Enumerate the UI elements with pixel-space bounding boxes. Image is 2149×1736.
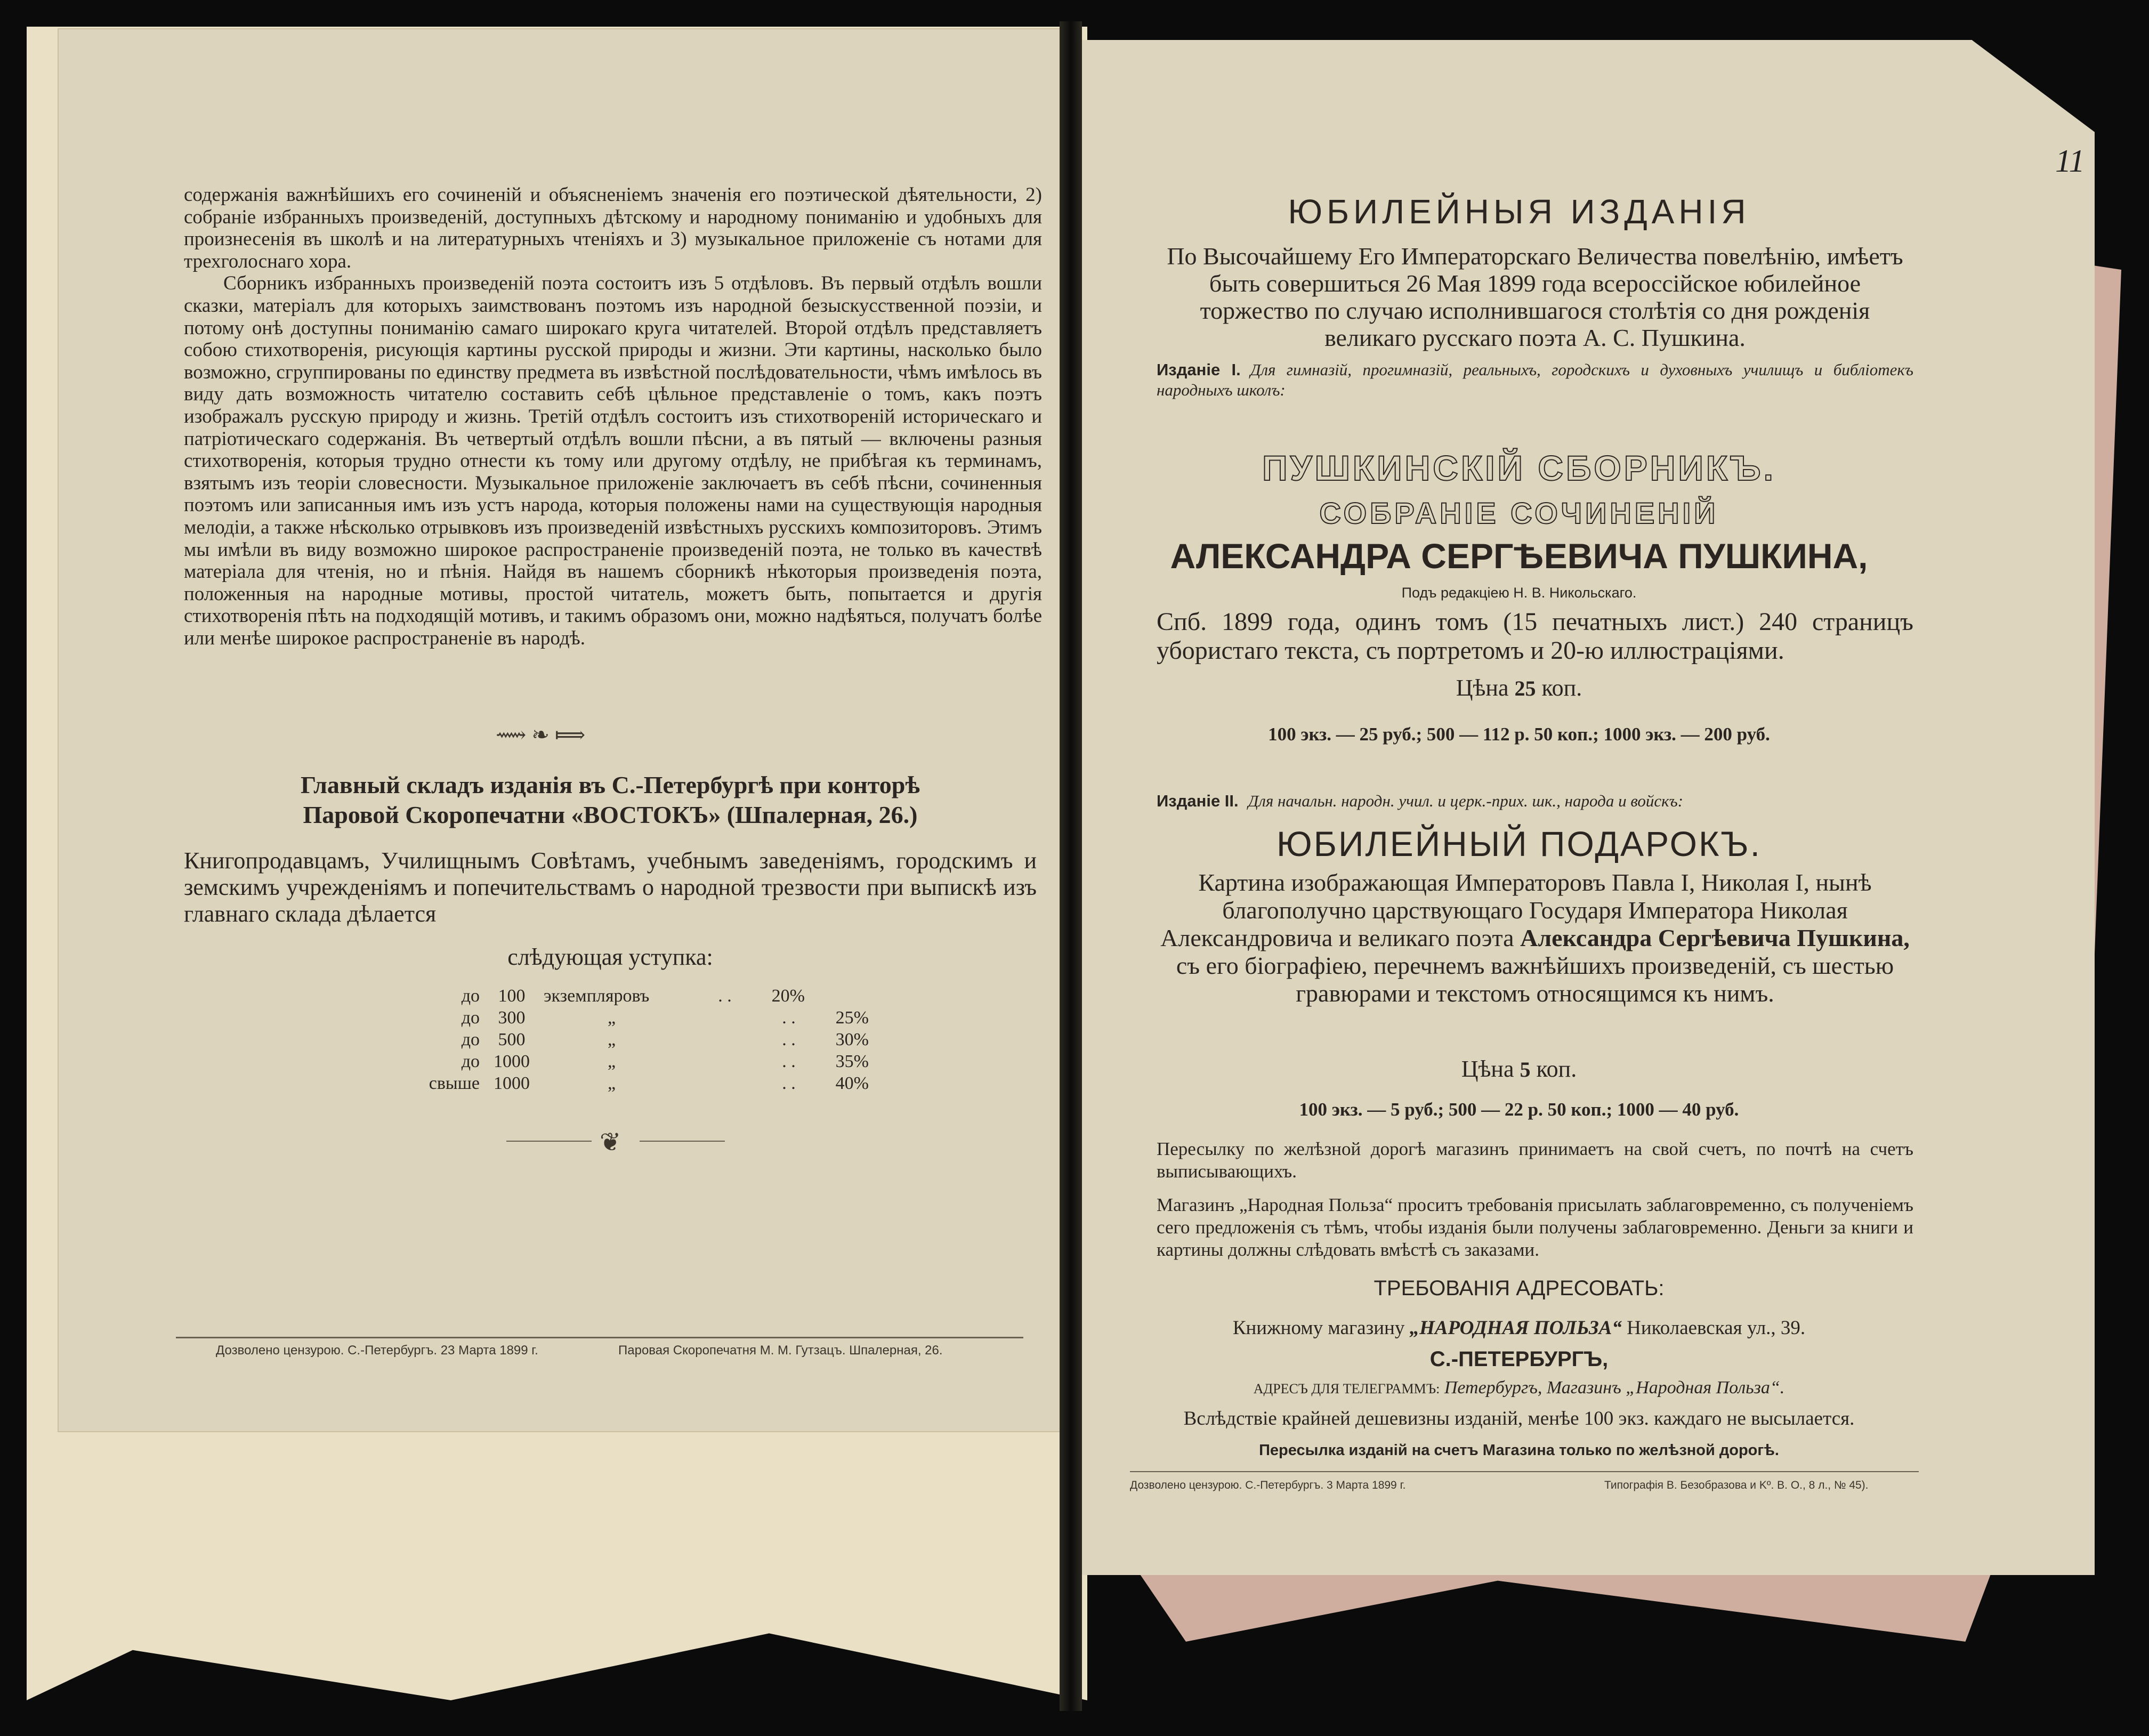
edition-1-subtitle: СОБРАНІЕ СОЧИНЕНІЙ: [1319, 496, 1719, 530]
printer-note-left: Паровая Скоропечатня М. М. Гутзацъ. Шпалерная, 26.: [618, 1343, 943, 1358]
discount-pct: 30%: [835, 1030, 869, 1049]
discount-unit: экземпляровъ: [544, 986, 650, 1006]
discount-qty: 100: [498, 986, 526, 1006]
discount-row: [426, 1072, 869, 1094]
edition-2-label: Изданіе II.: [1157, 792, 1239, 810]
edition-1-price-unit: коп.: [1541, 675, 1582, 701]
discount-qty: 1000: [494, 1052, 530, 1071]
warehouse-line-2: Паровой Скоропечатни «ВОСТОКЪ» (Шпалерная, 26.): [303, 801, 918, 828]
edition-1-price-number: 25: [1514, 676, 1536, 700]
address-line-b: Николаевская ул., 39.: [1627, 1317, 1806, 1339]
discount-prep: до: [461, 1030, 480, 1049]
discount-qty: 500: [498, 1030, 526, 1049]
edition-1-title: ПУШКИНСКІЙ СБОРНИКЪ.: [1262, 448, 1776, 488]
edition-2-audience-block: [1157, 792, 1913, 811]
censor-note-left: Дозволено цензурою. С.-Петербургъ. 23 Марта 1899 г.: [216, 1343, 538, 1358]
footer-rule-left: [176, 1337, 1023, 1338]
edition-2-price-word: Цѣна: [1461, 1056, 1514, 1082]
discount-qty: 300: [498, 1008, 526, 1028]
telegram-value: Петербургъ, Магазинъ „Народная Польза“.: [1444, 1378, 1785, 1398]
edition-2-price-unit: коп.: [1536, 1056, 1577, 1082]
discount-table: [426, 985, 869, 1094]
discount-unit: „: [608, 1030, 616, 1049]
shipping-note: Пересылка изданій на счетъ Магазина только по желѣзной дорогѣ.: [1259, 1442, 1779, 1459]
discount-prep: до: [461, 1008, 480, 1028]
decree-text: По Высочайшему Его Императорскаго Величества повелѣнію, имѣетъ быть совершиться 26 Мая 1899 года всероссійское юбилейное торжество по случаю исполнившагося столѣтія со дня рожденія великаго русскаго поэта А. С. Пушкина.: [1167, 243, 1903, 351]
edition-2-description-name: Александра Сергѣевича Пушкина,: [1520, 924, 1910, 951]
footer-rule-right: [1130, 1471, 1919, 1472]
censor-note-right: Дозволено цензурою. С.-Петербургъ. 3 Марта 1899 г.: [1130, 1479, 1406, 1491]
edition-1-price-word: Цѣна: [1456, 675, 1509, 701]
warehouse-line-1: Главный складъ изданія въ С.-Петербургѣ при конторѣ: [301, 771, 920, 798]
edition-1-author: АЛЕКСАНДРА СЕРГѢЕВИЧА ПУШКИНА,: [1170, 536, 1868, 576]
discount-unit: „: [608, 1052, 616, 1071]
warehouse-heading: [176, 770, 1045, 830]
telegram-label: АДРЕСЪ ДЛЯ ТЕЛЕГРАММЪ:: [1253, 1381, 1440, 1396]
archive-margin-mark: 11: [2055, 143, 2085, 179]
intro-text: [184, 184, 1042, 649]
telegram-address: [1119, 1378, 1919, 1398]
discount-pct: 40%: [835, 1073, 869, 1093]
discount-unit: „: [608, 1073, 616, 1093]
address-line-a: Книжному магазину: [1232, 1317, 1405, 1339]
discount-qty: 1000: [494, 1073, 530, 1093]
edition-1-price: [1119, 674, 1919, 701]
address-city: С.-ПЕТЕРБУРГЪ,: [1429, 1347, 1609, 1371]
discount-prep: до: [461, 986, 480, 1006]
edition-2-price-number: 5: [1520, 1057, 1531, 1081]
edition-2-price: [1119, 1055, 1919, 1083]
discount-dots: . .: [782, 1052, 796, 1071]
intro-paragraph-1: содержанія важнѣйшихъ его сочиненій и объясненіемъ значенія его поэтической дѣятельности, 2) собраніе избранныхъ произведеній, доступныхъ дѣтскому и народному пониманію и удобныхъ для произнесенія въ школѣ и на литературныхъ чтеніяхъ и 3) музыкальное приложеніе съ нотами для трехголоснаго хора.: [184, 184, 1042, 272]
edition-1-audience-block: [1157, 360, 1913, 400]
discount-pct: 35%: [835, 1052, 869, 1071]
edition-2-description-a: Картина изображающая Императоровъ Павла I, Николая I, нынѣ благополучно царствующаго Государя Императора Николая Александровича и великаго поэта: [1160, 869, 1872, 951]
discount-row: [426, 1029, 869, 1051]
address-heading: ТРЕБОВАНІЯ АДРЕСОВАТЬ:: [1374, 1277, 1665, 1300]
discount-prep: свыше: [429, 1073, 480, 1093]
discount-dots: . .: [782, 1073, 796, 1093]
printer-note-right: Типографія В. Безобразова и Kº. В. О., 8 л., № 45).: [1604, 1479, 1869, 1491]
discount-label: слѣдующая уступка:: [507, 944, 713, 970]
discount-row: [426, 985, 869, 1007]
discount-dots: . .: [782, 1030, 796, 1049]
edition-2-description-c: съ его біографіею, перечнемъ важнѣйшихъ произведеній, съ шестью гравюрами и текстомъ относящимся къ нимъ.: [1176, 952, 1894, 1007]
ornament-line-right: [640, 1141, 725, 1142]
edition-1-description: Спб. 1899 года, одинъ томъ (15 печатныхъ лист.) 240 страницъ убористаго текста, съ портретомъ и 20-ю иллюстраціями.: [1157, 608, 1913, 665]
edition-1-editor: Подъ редакціею Н. В. Никольскаго.: [1401, 585, 1637, 601]
page-fold: [1060, 21, 1082, 1711]
edition-1-label: Изданіе I.: [1157, 360, 1241, 379]
edition-1-audience: Для гимназій, прогимназій, реальныхъ, городскихъ и духовныхъ училищъ и библіотекъ народныхъ школъ:: [1157, 360, 1913, 399]
ornament-vignette: ❦: [600, 1128, 621, 1157]
address-line: [1119, 1317, 1919, 1339]
ornament-divider-1: ⟿ ❧ ⟾: [496, 723, 586, 747]
address-store-name: „НАРОДНАЯ ПОЛЬЗА“: [1409, 1317, 1622, 1339]
ornament-line-left: [506, 1141, 592, 1142]
edition-1-bulk-prices: 100 экз. — 25 руб.; 500 — 112 р. 50 коп.; 1000 экз. — 200 руб.: [1268, 724, 1770, 745]
edition-2-title: ЮБИЛЕЙНЫЙ ПОДАРОКЪ.: [1276, 824, 1762, 863]
minimum-order-note: Вслѣдствіе крайней дешевизны изданій, менѣе 100 экз. каждаго не высылается.: [1183, 1408, 1855, 1430]
discount-row: [426, 1007, 869, 1029]
discount-dots: . .: [718, 986, 732, 1006]
booksellers-text: Книгопродавцамъ, Училищнымъ Совѣтамъ, учебнымъ заведеніямъ, городскимъ и земскимъ учрежденіямъ и попечительствамъ о народной трезвости при выпискѣ изъ главнаго склада дѣлается: [184, 847, 1037, 927]
store-request-text: Магазинъ „Народная Польза“ проситъ требованія присылать заблаговременно, съ полученіемъ сего предложенія съ тѣмъ, чтобы изданія были получены заблаговременно. Деньги за книги и картины должны слѣдовать вмѣстѣ съ заказами.: [1157, 1194, 1913, 1260]
intro-paragraph-2: Сборникъ избранныхъ произведеній поэта состоитъ изъ 5 отдѣловъ. Въ первый отдѣлъ вошли сказки, матеріалъ для которыхъ заимствованъ поэтомъ изъ народной безыскусственной поэзіи, и потому онѣ доступны пониманію самаго широкаго круга читателей. Второй отдѣлъ представляетъ собою стихотворенія, рисующія картины русской природы и жизни. Эти картины, насколько было возможно, сгруппированы по единству предмета въ извѣстной послѣдовательности, чѣмъ имѣлось въ виду дать возможность читателю составить себѣ цѣльное представленіе о томъ, какъ поэтъ изображалъ русскую природу и жизнь. Третій отдѣлъ состоитъ изъ стихотвореній историческаго и патріотическаго содержанія. Въ четвертый отдѣлъ вошли пѣсни, а въ пятый — включены разныя стихотворенія, которыя трудно отнести къ тому или другому отдѣлу, не прибѣгая къ терминамъ, взятымъ изъ теоріи словесности. Музыкальное приложеніе заключаетъ въ себѣ пѣсни, сочиненныя поэтомъ или записанныя имъ изъ устъ народа, которыя положены нами на существующія народныя мелодіи, а также нѣсколько отрывковъ изъ произведеній извѣстныхъ русскихъ композиторовъ. Этимъ мы имѣли въ виду возможно широкое распространеніе произведеній поэта, не только въ качествѣ матеріала для чтенія, но и пѣнія. Найдя въ нашемъ сборникѣ нѣкоторыя произведенія поэта, положенныя на народные мотивы, простой читатель, можетъ быть, попытается и другія стихотворенія пѣть на подходящій мотивъ, и такимъ образомъ они, можно надѣяться, получатъ болѣе или менѣе широкое распространеніе въ народѣ.: [184, 272, 1042, 649]
discount-prep: до: [461, 1052, 480, 1071]
discount-dots: . .: [782, 1008, 796, 1028]
shipping-text: Пересылку по желѣзной дорогѣ магазинъ принимаетъ на свой счетъ, по почтѣ на счетъ выписывающихъ.: [1157, 1139, 1913, 1182]
discount-row: [426, 1051, 869, 1072]
edition-2-bulk-prices: 100 экз. — 5 руб.; 500 — 22 р. 50 коп.; 1000 — 40 руб.: [1299, 1099, 1739, 1120]
edition-2-audience: Для начальн. народн. учил. и церк.-прих. шк., народа и войскъ:: [1248, 792, 1684, 810]
discount-pct: 20%: [771, 986, 805, 1006]
edition-2-description: [1157, 869, 1913, 1007]
discount-unit: „: [608, 1008, 616, 1028]
discount-pct: 25%: [835, 1008, 869, 1028]
page-title: ЮБИЛЕЙНЫЯ ИЗДАНІЯ: [1288, 192, 1750, 231]
